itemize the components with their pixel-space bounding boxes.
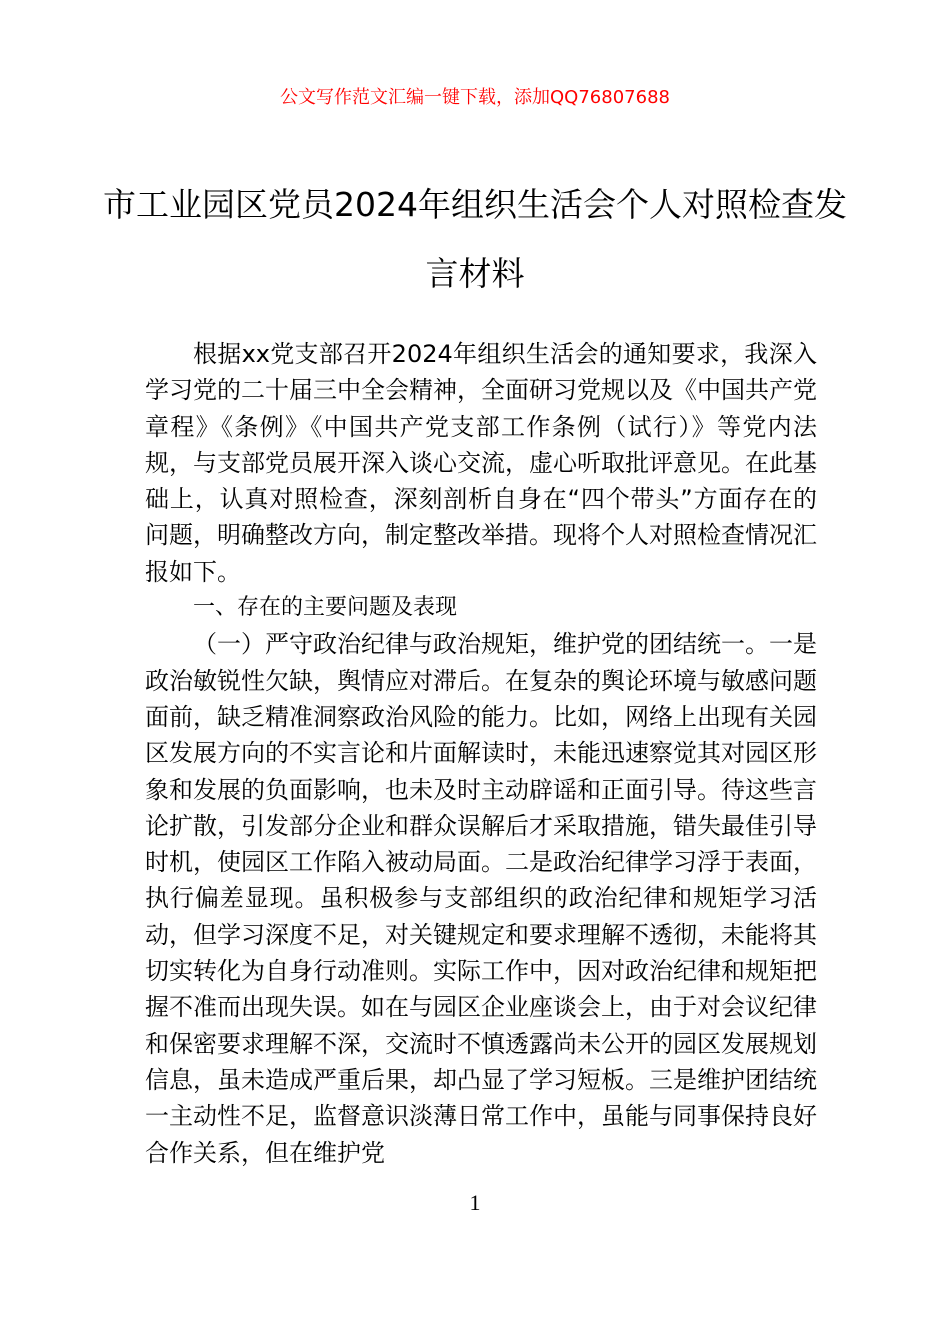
section-heading: 一、存在的主要问题及表现 [193,595,458,621]
subsection-paragraph: （一）严守政治纪律与政治规矩，维护党的团结统一。一是政治敏锐性欠缺，舆情应对滞后。在复杂的舆论环境与敏感问题面前，缺乏精准洞察政治风险的能力。比如，网络上出现有关园区发展方向的不实言论和片面解读时，未能迅速察觉其对园区形象和发展的负面影响，也未及时主动辟谣和正面引导。待这些言论扩散，引发部分企业和群众误解后才采取措施，错失最佳引导时机，使园区工作陷入被动局面。二是政治纪律学习浮于表面，执行偏差显现。虽积极参与支部组织的政治纪律和规矩学习活动，但学习深度不足，对关键规定和要求理解不透彻，未能将其切实转化为自身行动准则。实际工作中，因对政治纪律和规矩把握不准而出现失误。如在与园区企业座谈会上，由于对会议纪律和保密要求理解不深，交流时不慎透露尚未公开的园区发展规划信息，虽未造成严重后果，却凸显了学习短板。三是维护团结统一主动性不足，监督意识淡薄日常工作中，虽能与同事保持良好合作关系，但在维护党 [145,630,817,1167]
document-body [145,336,817,1171]
download-banner: 公文写作范文汇编一键下载，添加QQ76807688 [280,87,670,108]
page-number: 1 [469,1190,481,1215]
intro-paragraph: 根据xx党支部召开2024年组织生活会的通知要求，我深入学习党的二十届三中全会精神，全面研习党规以及《中国共产党章程》《条例》《中国共产党支部工作条例（试行）》等党内法规，与支部党员展开深入谈心交流，虚心听取批评意见。在此基础上，认真对照检查，深刻剖析自身在“四个带头”方面存在的问题，明确整改方向，制定整改举措。现将个人对照检查情况汇报如下。 [145,340,817,586]
document-title: 市工业园区党员2024年组织生活会个人对照检查发言材料 [103,185,847,293]
